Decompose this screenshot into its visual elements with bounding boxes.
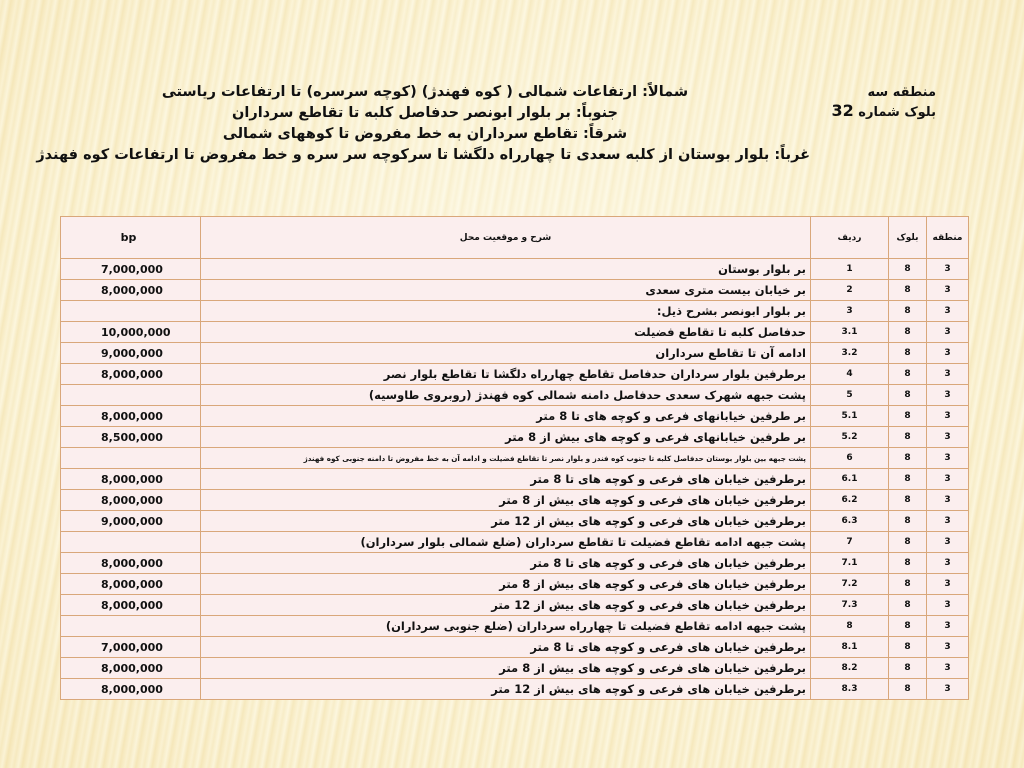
block-number: 32: [831, 101, 854, 120]
table-row: [61, 280, 969, 301]
cell-row: 4: [811, 364, 889, 385]
cell-description: برطرفین خیابان های فرعی و کوچه های تا 8 متر: [201, 469, 811, 490]
cell-bp: 8,000,000: [61, 469, 201, 490]
cell-bp: 8,000,000: [61, 553, 201, 574]
cell-region: 3: [927, 490, 969, 511]
table-row: [61, 448, 969, 469]
cell-block: 8: [889, 364, 927, 385]
cell-bp: 8,000,000: [61, 490, 201, 511]
cell-description: برطرفین خیابان های فرعی و کوچه های تا 8 متر: [201, 637, 811, 658]
table-row: [61, 490, 969, 511]
cell-bp: 9,000,000: [61, 343, 201, 364]
cell-description: برطرفین خیابان های فرعی و کوچه های بیش از 12 متر: [201, 595, 811, 616]
cell-row: 1: [811, 259, 889, 280]
cell-row: 8: [811, 616, 889, 637]
cell-region: 3: [927, 364, 969, 385]
table-row: [61, 637, 969, 658]
cell-region: 3: [927, 259, 969, 280]
cell-block: 8: [889, 595, 927, 616]
cell-bp: 9,000,000: [61, 511, 201, 532]
table-header-row: [61, 217, 969, 259]
cell-block: 8: [889, 658, 927, 679]
cell-block: 8: [889, 427, 927, 448]
cell-description: پشت جبهه شهرک سعدی حدفاصل دامنه شمالی کوه فهندژ (روبروی طاوسیه): [201, 385, 811, 406]
cell-region: 3: [927, 679, 969, 700]
cell-bp: [61, 448, 201, 469]
table-row: [61, 553, 969, 574]
cell-block: 8: [889, 490, 927, 511]
table-row: [61, 511, 969, 532]
cell-description: پشت جبهه ادامه تقاطع فضیلت تا تقاطع سرداران (ضلع شمالی بلوار سرداران): [201, 532, 811, 553]
cell-description: بر طرفین خیابانهای فرعی و کوچه های بیش از 8 متر: [201, 427, 811, 448]
cell-row: 6.3: [811, 511, 889, 532]
cell-block: 8: [889, 532, 927, 553]
cell-row: 6.1: [811, 469, 889, 490]
cell-bp: [61, 532, 201, 553]
header-region: منطقه: [927, 217, 969, 259]
cell-region: 3: [927, 406, 969, 427]
cell-row: 8.3: [811, 679, 889, 700]
cell-region: 3: [927, 301, 969, 322]
table-row: [61, 532, 969, 553]
cell-description: پشت جبهه ادامه تقاطع فضیلت تا چهارراه سرداران (ضلع جنوبی سرداران): [201, 616, 811, 637]
boundary-north: شمالاً: ارتفاعات شمالی ( کوه فهندژ) (کوچه سرسره) تا ارتفاعات ریاستی: [161, 84, 689, 100]
cell-block: 8: [889, 616, 927, 637]
cell-block: 8: [889, 448, 927, 469]
cell-description: ادامه آن تا تقاطع سرداران: [201, 343, 811, 364]
cell-region: 3: [927, 448, 969, 469]
cell-block: 8: [889, 301, 927, 322]
table-row: [61, 595, 969, 616]
boundary-south: جنوباً: بر بلوار ابونصر حدفاصل کلبه تا تقاطع سرداران: [232, 105, 618, 121]
cell-block: 8: [889, 280, 927, 301]
cell-description: برطرفین بلوار سرداران حدفاصل تقاطع چهارراه دلگشا تا تقاطع بلوار نصر: [201, 364, 811, 385]
cell-description: بر بلوار بوستان: [201, 259, 811, 280]
table-row: [61, 301, 969, 322]
table-row: [61, 364, 969, 385]
cell-description: حدفاصل کلبه تا تقاطع فضیلت: [201, 322, 811, 343]
cell-region: 3: [927, 469, 969, 490]
cell-region: 3: [927, 385, 969, 406]
cell-row: 3.1: [811, 322, 889, 343]
cell-block: 8: [889, 322, 927, 343]
cell-bp: [61, 301, 201, 322]
table-row: [61, 385, 969, 406]
cell-bp: 8,000,000: [61, 280, 201, 301]
cell-region: 3: [927, 574, 969, 595]
cell-block: 8: [889, 574, 927, 595]
cell-region: 3: [927, 280, 969, 301]
cell-block: 8: [889, 343, 927, 364]
cell-row: 5.2: [811, 427, 889, 448]
cell-region: 3: [927, 343, 969, 364]
header-block: بلوک: [889, 217, 927, 259]
boundary-west: غرباً: بلوار بوستان از کلبه سعدی تا چهارراه دلگشا تا سرکوچه سر سره و خط مفروض تا ارتفاعات کوه فهندژ: [36, 147, 810, 163]
block-number-line: [816, 102, 936, 122]
cell-region: 3: [927, 595, 969, 616]
table-row: [61, 616, 969, 637]
table-row: [61, 322, 969, 343]
cell-bp: [61, 616, 201, 637]
table-row: [61, 343, 969, 364]
cell-region: 3: [927, 532, 969, 553]
cell-row: 7.1: [811, 553, 889, 574]
cell-bp: 7,000,000: [61, 637, 201, 658]
cell-row: 7.3: [811, 595, 889, 616]
table-row: [61, 679, 969, 700]
block-label: بلوک شماره: [858, 105, 936, 120]
cell-description: برطرفین خیابان های فرعی و کوچه های بیش از 12 متر: [201, 679, 811, 700]
cell-row: 7.2: [811, 574, 889, 595]
cell-row: 7: [811, 532, 889, 553]
boundary-east: شرقاً: تقاطع سرداران به خط مفروض تا کوههای شمالی: [222, 126, 628, 142]
header-row: ردیف: [811, 217, 889, 259]
price-table: [60, 216, 969, 700]
cell-description: پشت جبهه بین بلوار بوستان حدفاصل کلبه تا جنوب کوه فندز و بلوار نصر تا تقاطع فضیلت و ادامه آن به خط مفروض تا دامنه جنوبی کوه فهندژ: [201, 448, 811, 469]
cell-row: 6: [811, 448, 889, 469]
cell-region: 3: [927, 616, 969, 637]
cell-bp: 8,000,000: [61, 364, 201, 385]
cell-block: 8: [889, 553, 927, 574]
cell-block: 8: [889, 637, 927, 658]
cell-bp: 8,000,000: [61, 595, 201, 616]
cell-region: 3: [927, 427, 969, 448]
cell-bp: 8,000,000: [61, 658, 201, 679]
cell-row: 5.1: [811, 406, 889, 427]
boundaries-description: [36, 82, 810, 166]
cell-bp: 8,000,000: [61, 574, 201, 595]
cell-region: 3: [927, 637, 969, 658]
cell-region: 3: [927, 553, 969, 574]
cell-description: بر بلوار ابونصر بشرح ذیل:: [201, 301, 811, 322]
cell-block: 8: [889, 679, 927, 700]
cell-description: بر خیابان بیست متری سعدی: [201, 280, 811, 301]
cell-region: 3: [927, 322, 969, 343]
cell-region: 3: [927, 511, 969, 532]
cell-description: برطرفین خیابان های فرعی و کوچه های بیش از 8 متر: [201, 574, 811, 595]
cell-description: برطرفین خیابان های فرعی و کوچه های تا 8 متر: [201, 553, 811, 574]
cell-row: 2: [811, 280, 889, 301]
cell-block: 8: [889, 511, 927, 532]
cell-block: 8: [889, 385, 927, 406]
cell-bp: 8,000,000: [61, 406, 201, 427]
cell-block: 8: [889, 469, 927, 490]
cell-bp: [61, 385, 201, 406]
cell-description: برطرفین خیابان های فرعی و کوچه های بیش از 8 متر: [201, 490, 811, 511]
table-row: [61, 406, 969, 427]
cell-block: 8: [889, 259, 927, 280]
header-description: شرح و موقعیت محل: [201, 217, 811, 259]
table-row: [61, 574, 969, 595]
cell-bp: 7,000,000: [61, 259, 201, 280]
table-row: [61, 259, 969, 280]
table-row: [61, 427, 969, 448]
cell-row: 5: [811, 385, 889, 406]
cell-row: 3: [811, 301, 889, 322]
cell-row: 3.2: [811, 343, 889, 364]
table-row: [61, 469, 969, 490]
cell-description: برطرفین خیابان های فرعی و کوچه های بیش از 12 متر: [201, 511, 811, 532]
region-label: منطقه سه: [867, 85, 936, 100]
cell-row: 8.1: [811, 637, 889, 658]
cell-row: 6.2: [811, 490, 889, 511]
cell-description: بر طرفین خیابانهای فرعی و کوچه های تا 8 متر: [201, 406, 811, 427]
cell-description: برطرفین خیابان های فرعی و کوچه های بیش از 8 متر: [201, 658, 811, 679]
region-block-label: [816, 84, 936, 122]
cell-block: 8: [889, 406, 927, 427]
cell-bp: 8,500,000: [61, 427, 201, 448]
cell-region: 3: [927, 658, 969, 679]
cell-bp: 10,000,000: [61, 322, 201, 343]
cell-row: 8.2: [811, 658, 889, 679]
header-bp: bp: [61, 217, 201, 259]
table-row: [61, 658, 969, 679]
cell-bp: 8,000,000: [61, 679, 201, 700]
